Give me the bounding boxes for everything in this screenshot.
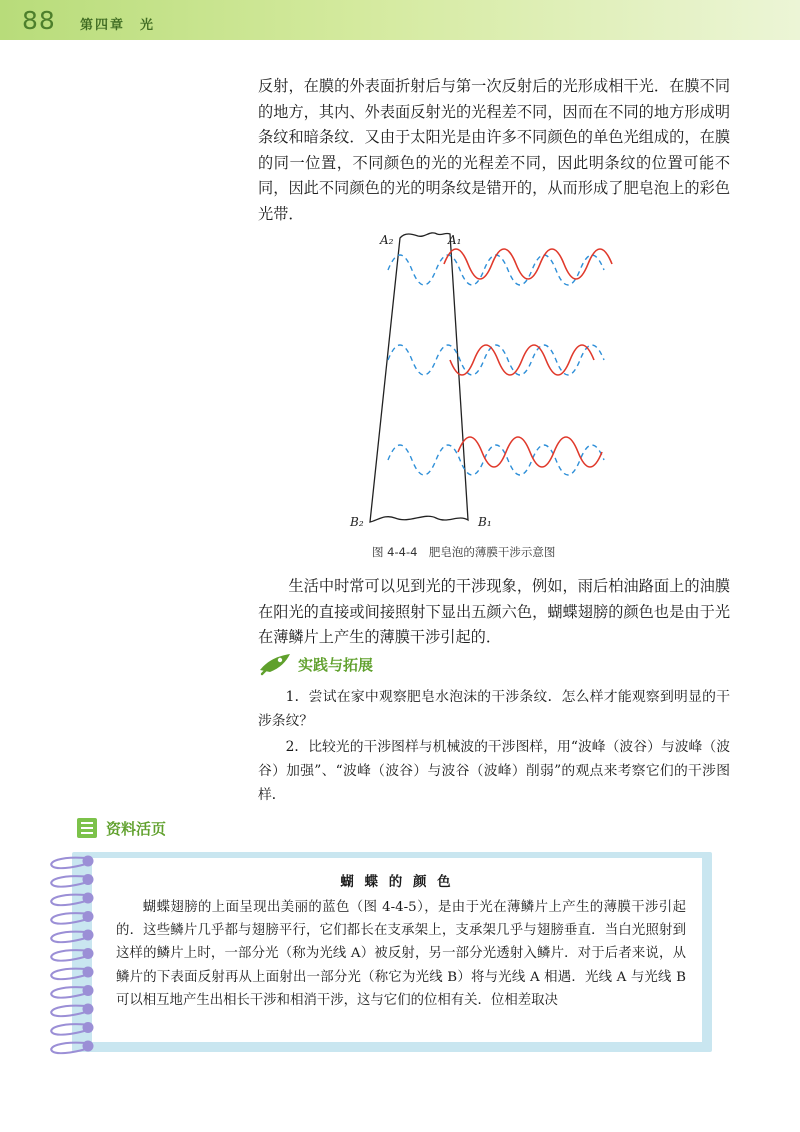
spiral-hole [83,967,94,978]
spiral-hole [83,856,94,867]
paragraph-interference-examples: 生活中时常可以见到光的干涉现象，例如，雨后柏油路面上的油膜在阳光的直接或间接照射下显出五颜六色，蝴蝶翅膀的颜色也是由于光在薄鳞片上产生的薄膜干涉引起的． [258,577,730,646]
spiral-hole [83,1004,94,1015]
ziliao-section-header [76,815,166,841]
dashed-wave-bottom [388,445,604,475]
spiral-ring [51,950,86,961]
dashed-wave-top [388,255,604,285]
spiral-hole [83,930,94,941]
spiral-rings [42,848,102,1058]
page-header [0,0,800,40]
solid-wave-top [444,249,612,279]
spiral-ring [51,932,86,943]
spiral-hole [83,985,94,996]
spiral-ring [51,876,86,887]
spiral-ring [51,1006,86,1017]
spiral-hole [83,911,94,922]
solid-wave-middle [450,345,594,375]
practice-item-2: 2．比较光的干涉图样与机械波的干涉图样，用“波峰（波谷）与波峰（波谷）加强”、“波峰（波谷）与波谷（波峰）削弱”的观点来考察它们的干涉图样． [258,739,730,803]
spiral-ring [51,895,86,906]
chapter-title: 第四章 光 [80,18,156,33]
spiral-ring [51,1024,86,1035]
practice-item-1: 1．尝试在家中观察肥皂水泡沫的干涉条纹．怎么样才能观察到明显的干涉条纹？ [258,689,730,729]
label-b1: B₁ [478,515,492,529]
figure-caption: 图 4-4-4 肥皂泡的薄膜干涉示意图 [372,545,556,559]
practice-title: 实践与拓展 [298,655,374,674]
ziliao-title: 资料活页 [106,819,167,838]
notebook-page [92,858,702,1042]
dashed-wave-middle [388,345,604,375]
notebook-panel [72,852,712,1052]
spiral-ring [51,858,86,869]
label-a2: A₂ [380,233,394,247]
spiral-hole [83,1041,94,1052]
notebook-icon [76,817,98,839]
film-outline [370,233,468,522]
spiral-hole [83,893,94,904]
rocket-icon [258,652,292,676]
paragraph-reflection: 反射，在膜的外表面折射后与第一次反射后的光形成相干光．在膜不同的地方，其内、外表面反射光的光程差不同，因而在不同的地方形成明条纹和暗条纹．又由于太阳光是由许多不同颜色的单色光组成的，在膜的同一位置，不同颜色的光的光程差不同，因此明条纹的位置可能不同，因此不同颜色的光的明条纹是错开的，从而形成了肥皂泡上的彩色光带． [258,77,730,223]
soap-film-diagram [340,220,630,540]
label-a1: A₁ [448,233,462,247]
spiral-hole [83,948,94,959]
label-b2: B₂ [350,515,364,529]
solid-wave-bottom [458,437,602,467]
spiral-ring [51,1043,86,1054]
spiral-ring [51,913,86,924]
notebook-text: 蝴蝶翅膀的上面呈现出美丽的蓝色（图 4-4-5），是由于光在薄鳞片上产生的薄膜干涉引起的．这些鳞片几乎都与翅膀平行，它们都长在支承架上，支承架几乎与翅膀垂直．当白光照射到这样的鳞片上时，一部分光（称为光线 A）被反射，另一部分光透射入鳞片．对于后者来说，从鳞片的下表面反射再从上面射出一部分光（称它为光线 B）将与光线 A 相遇．光线 A 与光线 B 可以相互地产生出相长干涉和相消干涉，这与它们的位相有关．位相差取决 [116,900,686,1008]
practice-section-header [258,650,373,678]
notebook-title: 蝴 蝶 的 颜 色 [340,874,454,890]
spiral-ring [51,987,86,998]
spiral-hole [83,1022,94,1033]
spiral-hole [83,874,94,885]
spiral-ring [51,969,86,980]
page-number: 88 [22,6,56,35]
